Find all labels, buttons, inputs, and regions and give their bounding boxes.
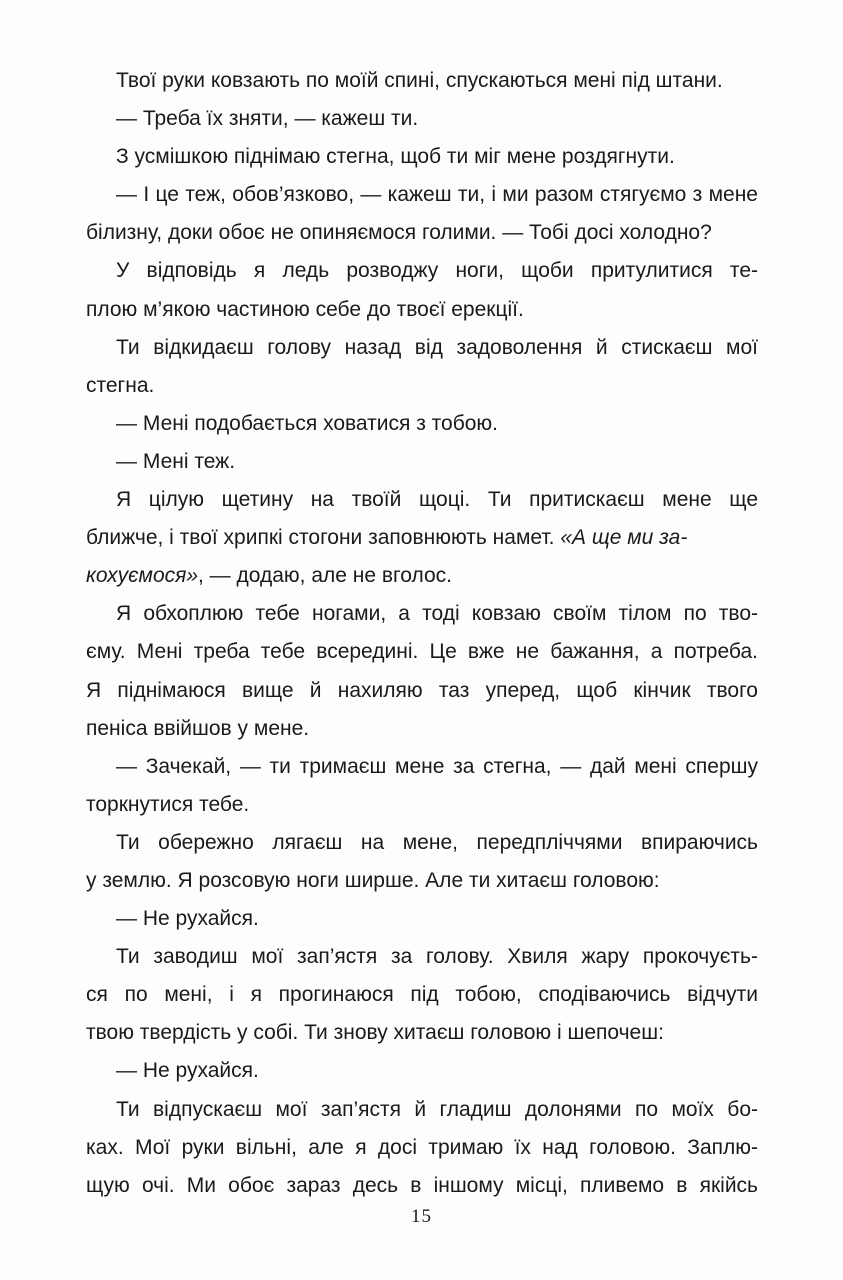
text-line: у землю. Я розсовую ноги ширше. Але ти хитаєш головою:	[86, 868, 660, 892]
text-line: пеніса ввійшов у мене.	[86, 716, 310, 740]
text-line: — Мені подобається ховатися з тобою.	[116, 411, 499, 435]
page-number: 15	[411, 1206, 432, 1227]
text-line: — Мені теж.	[116, 449, 236, 473]
italic-quote: «А ще ми за-	[560, 526, 688, 550]
text-line: Ти заводиш мої зап’ястя за голову. Хвиля жару прокочуєть-	[116, 945, 758, 969]
text-line: — Не рухайся.	[116, 1059, 259, 1083]
text-line: Ти обережно лягаєш на мене, передпліччями впираючись	[116, 830, 758, 854]
text-line: білизну, доки обоє не опиняємося голими. — Тобі досі холодно?	[86, 221, 712, 245]
italic-quote: кохуємося»	[86, 564, 199, 588]
text-segment: , — додаю, але не вголос.	[198, 564, 452, 588]
text-line: Я обхоплюю тебе ногами, а тоді ковзаю своїм тілом по тво-	[116, 602, 758, 626]
text-line: У відповідь я ледь розводжу ноги, щоби притулитися те-	[116, 259, 758, 283]
text-line	[86, 519, 758, 557]
text-line: єму. Мені треба тебе всередині. Це вже не бажання, а потреба.	[86, 640, 758, 664]
text-line: ся по мені, і я прогинаюся під тобою, сподіваючись відчути	[86, 983, 758, 1007]
text-line: — Треба їх зняти, — кажеш ти.	[116, 107, 419, 131]
text-line: Твої руки ковзають по моїй спині, спускаються мені під штани.	[116, 69, 723, 92]
text-segment: ближче, і твої хрипкі стогони заповнюють намет.	[86, 526, 555, 550]
body-text	[86, 62, 758, 1205]
text-line: — Не рухайся.	[116, 907, 259, 931]
text-line	[86, 557, 758, 595]
text-line: твою твердість у собі. Ти знову хитаєш головою і шепочеш:	[86, 1021, 664, 1045]
text-line: — Зачекай, — ти тримаєш мене за стегна, — дай мені спершу	[116, 754, 758, 778]
text-line: торкнутися тебе.	[86, 792, 250, 816]
text-line: Ти відпускаєш мої зап’ястя й гладиш долонями по моїх бо-	[116, 1097, 758, 1121]
text-line: плою м’якою частиною себе до твоєї ерекції.	[86, 297, 524, 321]
text-line: стегна.	[86, 373, 155, 397]
text-line: З усмішкою піднімаю стегна, щоб ти міг мене роздягнути.	[116, 145, 675, 169]
text-line: ках. Мої руки вільні, але я досі тримаю їх над головою. Заплю-	[86, 1135, 758, 1159]
text-line: Я цілую щетину на твоїй щоці. Ти притискаєш мене ще	[116, 488, 758, 512]
text-line: Ти відкидаєш голову назад від задоволення й стискаєш мої	[116, 335, 758, 359]
text-line: Я піднімаюся вище й нахиляю таз уперед, щоб кінчик твого	[86, 678, 758, 702]
text-line: щую очі. Ми обоє зараз десь в іншому місці, пливемо в якійсь	[86, 1173, 758, 1197]
text-line: — І це теж, обов’язково, — кажеш ти, і ми разом стягуємо з мене	[116, 183, 758, 207]
